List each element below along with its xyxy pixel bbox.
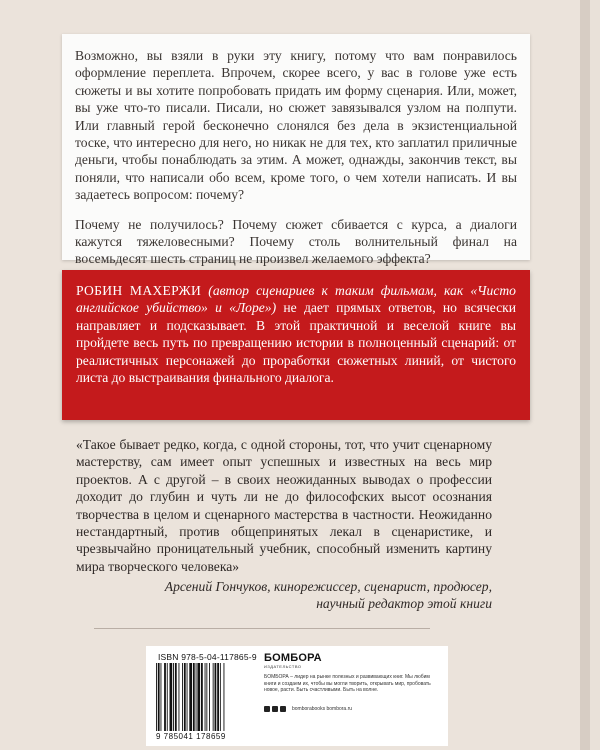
barcode-graphic bbox=[156, 663, 262, 731]
review-signature bbox=[100, 578, 492, 613]
youtube-icon bbox=[280, 706, 286, 712]
barcode-panel bbox=[146, 646, 448, 746]
telegram-icon bbox=[272, 706, 278, 712]
publisher-logo: БОМБОРА bbox=[264, 652, 322, 664]
divider bbox=[94, 628, 430, 629]
review-quote: «Такое бывает редко, когда, с одной стороны, тот, что учит сценарному мастерству, сам имеет опыт успешных и известных на весь мир проектов. А с другой – в своих неожиданных выводах о профессии доходит до глубин и чуть ли не до философских высот осознания творчества в целом и сценарного мастерства в частности. Неожиданно нестандартный, против общепринятых лекал в сценаристике, и чрезвычайно проницательный учебник, способный изменить картину мира творческого человека» bbox=[76, 437, 492, 574]
author-name: РОБИН МАХЕРЖИ bbox=[76, 283, 202, 298]
synopsis-card bbox=[62, 34, 530, 267]
social-links bbox=[264, 706, 352, 712]
barcode-digits: 9 785041 178659 bbox=[156, 732, 226, 741]
synopsis-paragraph-1: Возможно, вы взяли в руки эту книгу, потому что вам понравилось оформление переплета. Впрочем, скорее всего, у вас в голове уже есть сюжеты и вы хотите попробовать придать им форму сценария. Или, может, вы уже что-то писали. Писали, но сюжет завязывался узлом на полпути. Или главный герой бесконечно слонялся без дела в экзистенциальной тоске, что интересно для него, но никак не для тех, кто заплатил приличные деньги, чтобы понаблюдать за этим. А может, однажды, закончив текст, вы поняли, что написали обо всем, кроме того, о чем хотели написать. И вы задаетесь вопросом: почему? bbox=[75, 48, 517, 203]
about-description: не дает прямых ответов, но всячески направляет и подсказывает. В этой практичной и веселой книге вы пройдете весь путь по превращению истории в полноценный сценарий: от реалистичных персонажей до проработки сюжетных линий, от чистого листа до выстраивания финального диалога. bbox=[76, 300, 516, 386]
synopsis-paragraph-2: Почему не получилось? Почему сюжет сбивается с курса, а диалоги кажутся тяжеловесными? Почему столь волнительный финал на восемьдесят шесть страниц не произвел желаемого эффекта? bbox=[75, 216, 517, 267]
cover-edge bbox=[580, 0, 590, 750]
vk-icon bbox=[264, 706, 270, 712]
signature-line-1: Арсений Гончуков, кинорежиссер, сценарист, продюсер, bbox=[164, 579, 492, 594]
author-note: (автор сценариев к таким фильмам, как «Чисто английское убийство» и «Лоре») bbox=[76, 283, 516, 316]
isbn-label: ISBN 978-5-04-117865-9 bbox=[158, 652, 257, 662]
social-handle: bomborabooks bombora.ru bbox=[292, 706, 353, 712]
publisher-description: БОМБОРА – лидер на рынке полезных и развивающих книг. Мы любим книги и создаем их, чтобы вы могли творить, открывать мир, пробовать новое, расти. Быть счастливыми. Быть на волне. bbox=[264, 674, 431, 693]
publisher-subtitle: ИЗДАТЕЛЬСТВО bbox=[264, 664, 302, 669]
about-book-block bbox=[62, 270, 530, 420]
signature-line-2: научный редактор этой книги bbox=[316, 596, 492, 612]
about-text bbox=[76, 282, 516, 386]
